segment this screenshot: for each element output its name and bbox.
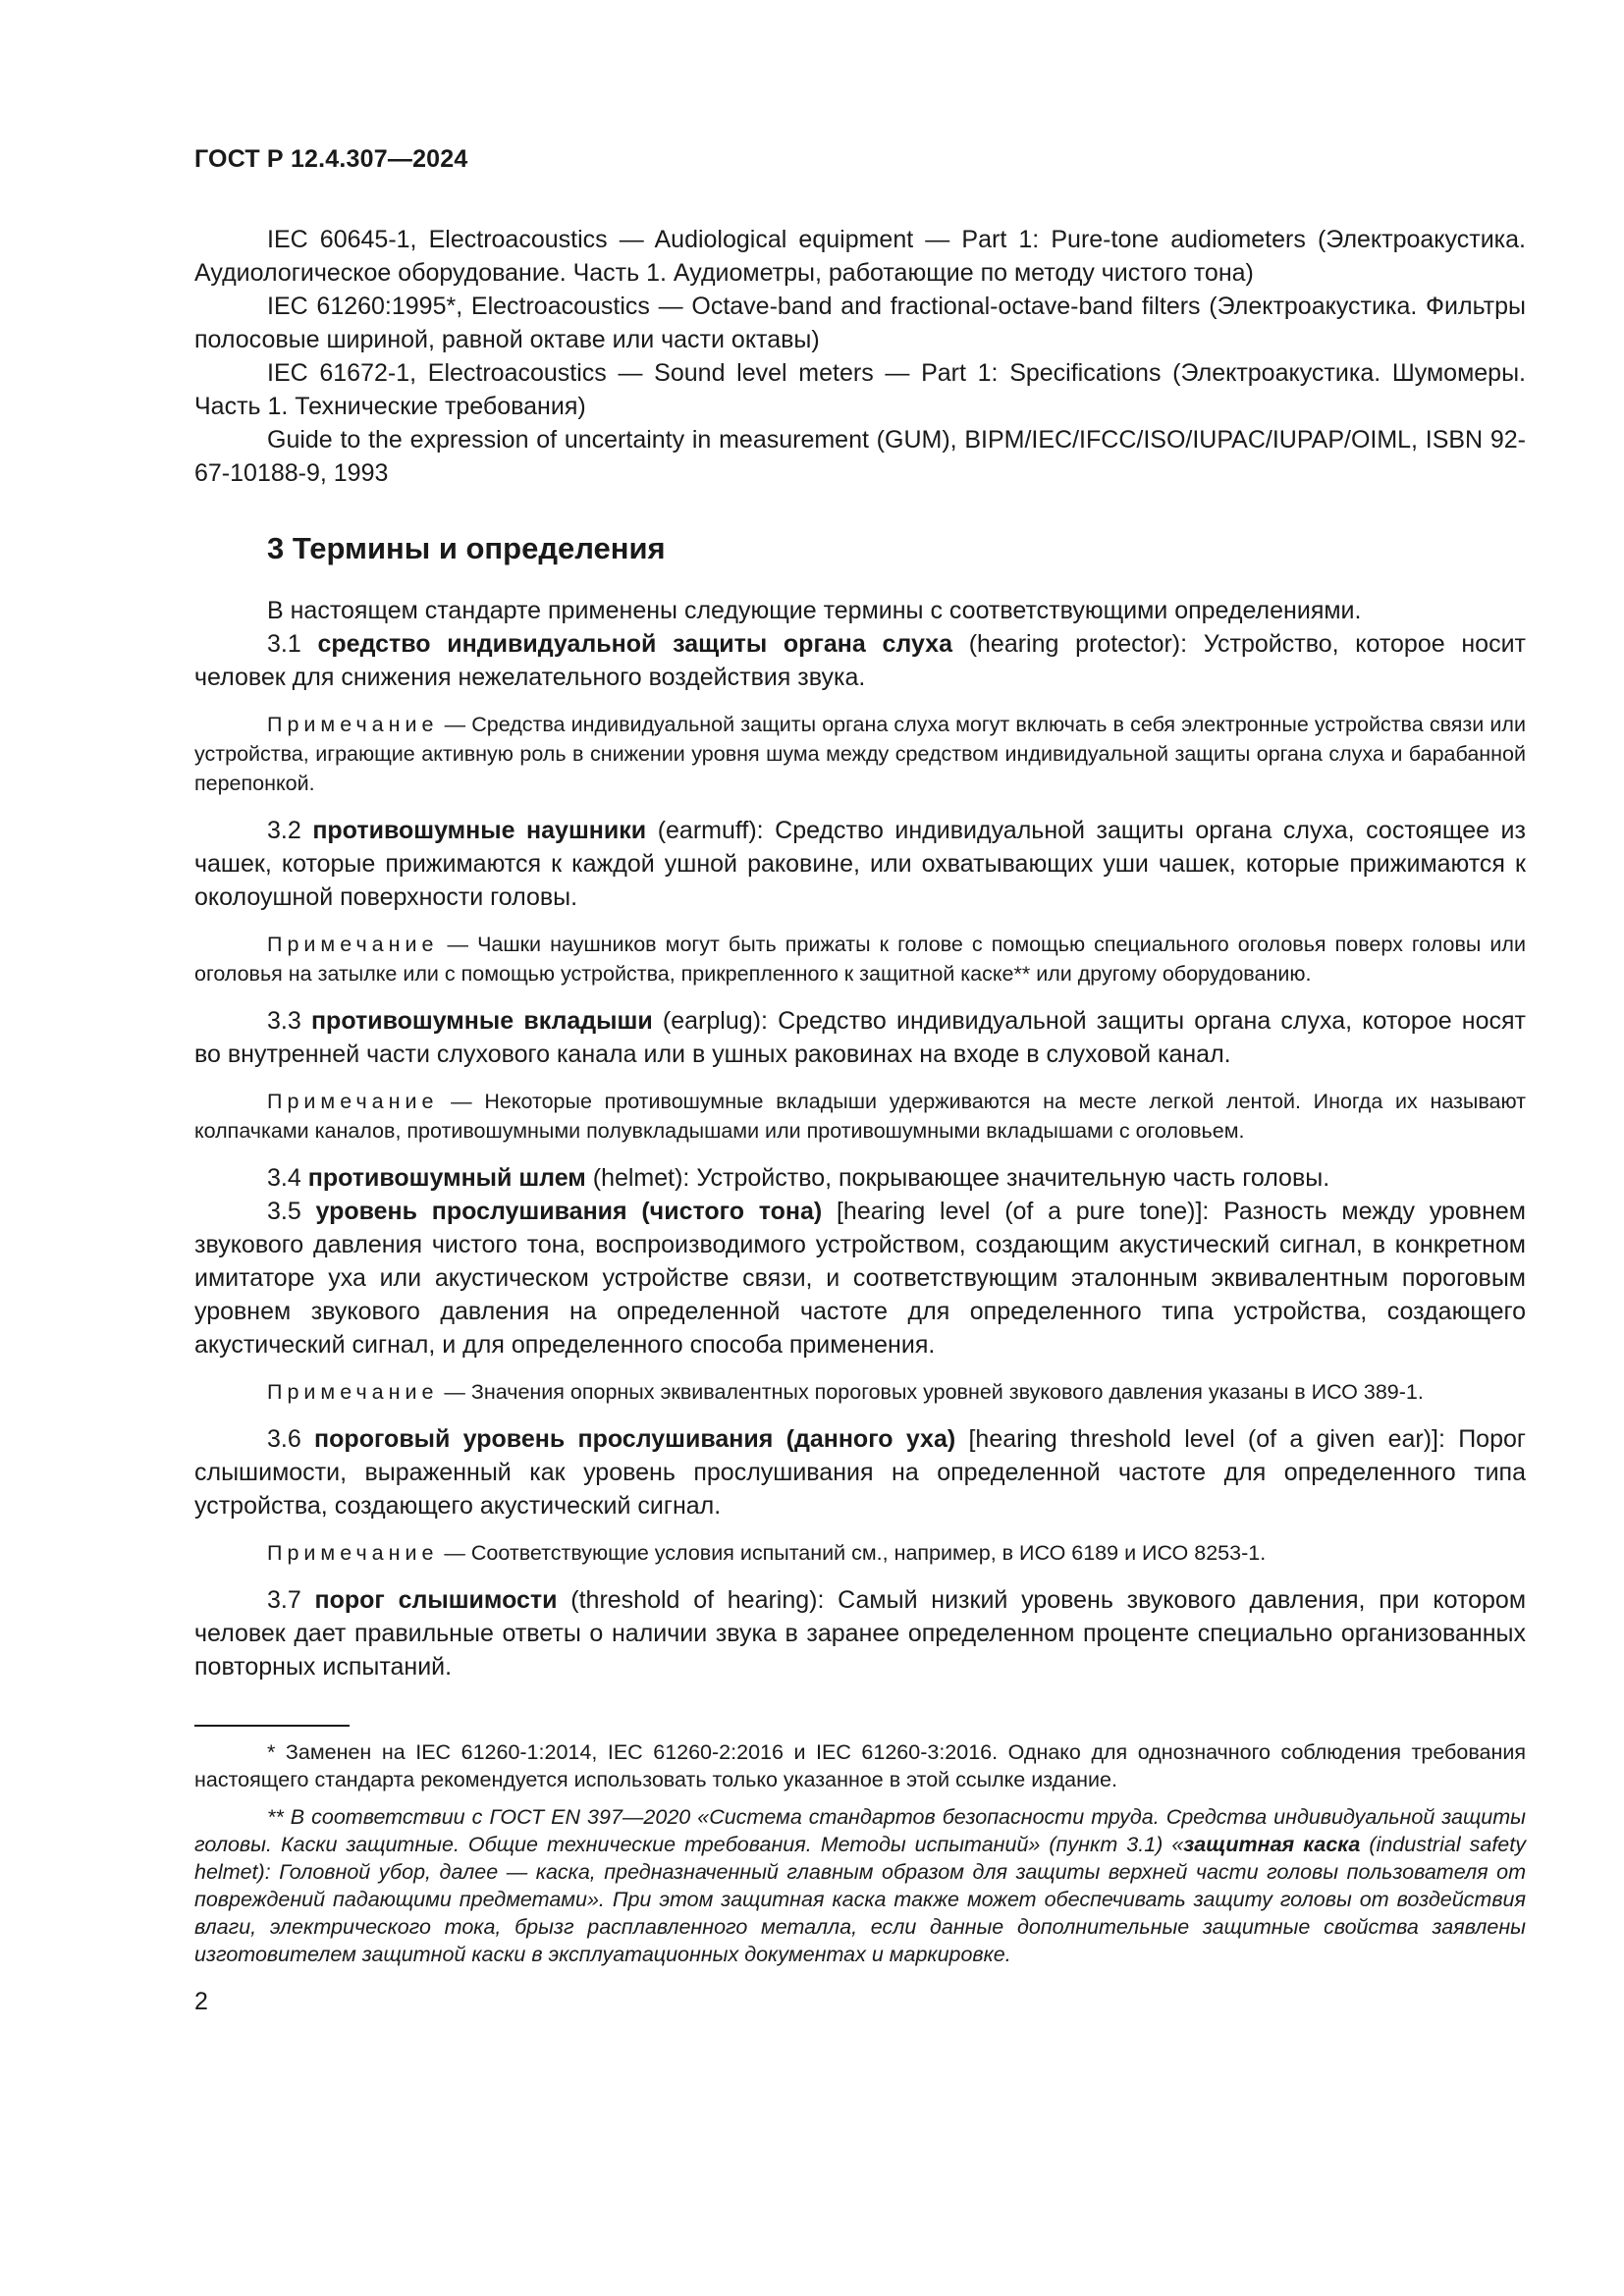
term-name: пороговый уровень прослушивания (данного уха) [314,1425,956,1453]
note-3-3 [194,1087,1526,1146]
term-definition: (hearing protector): Устройство, которое носит человек для снижения нежелательного воздействия звука. [194,630,1526,691]
term-number: 3.1 [267,630,301,658]
footnote-2 [194,1803,1526,1968]
term-name: противошумный шлем [307,1164,586,1192]
section-intro: В настоящем стандарте применены следующие термины с соответствующими определениями. [267,597,1362,624]
note-text: — Некоторые противошумные вкладыши удерживаются на месте легкой лентой. Иногда их называют колпачками каналов, противошумными полувкладышами или противошумными вкладышами с оголовьем. [194,1090,1526,1143]
term-number: 3.5 [267,1198,301,1225]
term-number: 3.3 [267,1007,301,1035]
note-3-6 [194,1538,1526,1568]
note-label: Примечание [267,713,439,736]
note-text: — Соответствующие условия испытаний см., например, в ИСО 6189 и ИСО 8253-1. [438,1541,1267,1565]
footnote-1: * Заменен на IEC 61260-1:2014, IEC 61260-2:2016 и IEC 61260-3:2016. Однако для однозначного соблюдения требования настоящего стандарта рекомендуется использовать только указанное в этой ссылке издание. [194,1740,1526,1791]
reference-iec-60645-1: IEC 60645-1, Electroacoustics — Audiological equipment — Part 1: Pure-tone audiometers (Электроакустика. Аудиологическое оборудование. Часть 1. Аудиометры, работающие по методу чистого тона) [194,226,1526,287]
term-definition: (earplug): Средство индивидуальной защиты органа слуха, которое носят во внутренней части слухового канала или в ушных раковинах на входе в слуховой канал. [194,1007,1527,1068]
term-definition: (earmuff): Средство индивидуальной защиты органа слуха, состоящее из чашек, которые прижимаются к каждой ушной раковине, или охватывающих уши чашек, которые прижимаются к околоушной поверхности головы. [194,817,1526,911]
note-text: — Значения опорных эквивалентных пороговых уровней звукового давления указаны в ИСО 389-1. [438,1380,1424,1404]
term-3-5 [194,1195,1526,1362]
note-text: — Чашки наушников могут быть прижаты к голове с помощью специального оголовья поверх головы или оголовья на затылке или с помощью устройства, прикрепленного к защитной каске** или другому оборудованию. [194,933,1526,986]
footnote-2-part-a: ** В соответствии с ГОСТ EN 397—2020 «Система стандартов безопасности труда. Средства индивидуальной защиты головы. Каски защитные. Общие технические требования. Методы испытаний» (пункт 3.1) « [194,1805,1526,1856]
document-page [194,145,1526,2016]
term-3-7 [194,1583,1526,1683]
term-definition: (threshold of hearing): Самый низкий уровень звукового давления, при котором человек дает правильные ответы о наличии звука в заранее определенном проценте специально организованных повторных испытаний. [194,1586,1527,1681]
term-name: средство индивидуальной защиты органа слуха [317,630,952,658]
note-label: Примечание [267,1541,439,1565]
footnote-separator [194,1725,350,1727]
term-number: 3.2 [267,817,301,844]
note-text: — Средства индивидуальной защиты органа слуха могут включать в себя электронные устройства связи или устройства, играющие активную роль в снижении уровня шума между средством индивидуальной защиты органа слуха и барабанной перепонкой. [194,713,1526,795]
footnote-2-part-c: (industrial safety helmet): Головной убор, далее — каска, предназначенный главным образом для защиты верхней части головы пользователя от повреждений падающими предметами». При этом защитная каска также может обеспечивать защиту головы от воздействия влаги, электрического тока, брызг расплавленного металла, если данные дополнительные защитные свойства заявлены изготовителем защитной каски в эксплуатационных документах и маркировке. [194,1833,1526,1966]
page-number: 2 [194,1988,208,2015]
note-3-2 [194,930,1526,988]
term-name: противошумные вкладыши [310,1007,653,1035]
term-3-2 [194,814,1526,914]
term-name: противошумные наушники [312,817,647,844]
term-definition: [hearing threshold level (of a given ear)]: Порог слышимости, выраженный как уровень прослушивания на определенной частоте для определенного типа устройства, создающего акустический сигнал. [194,1425,1526,1520]
term-3-6 [194,1422,1526,1522]
term-name: уровень прослушивания (чистого тона) [315,1198,823,1225]
reference-iec-61672-1: IEC 61672-1, Electroacoustics — Sound level meters — Part 1: Specifications (Электроакустика. Шумомеры. Часть 1. Технические требования) [194,359,1526,420]
term-definition: (helmet): Устройство, покрывающее значительную часть головы. [585,1164,1330,1192]
term-number: 3.4 [267,1164,301,1192]
reference-iec-61260: IEC 61260:1995*, Electroacoustics — Octave-band and fractional-octave-band filters (Электроакустика. Фильтры полосовые шириной, равной октаве или части октавы) [194,293,1526,353]
term-3-3 [194,1004,1526,1071]
note-3-5 [194,1377,1526,1407]
term-definition: [hearing level (of a pure tone)]: Разность между уровнем звукового давления чистого тона, воспроизводимого устройством, создающим акустический сигнал, в конкретном имитаторе уха или акустическом устройстве связи, и соответствующим эталонным эквивалентным пороговым уровнем звукового давления на определенной частоте для определенного типа устройства, создающего акустический сигнал, и для определенного способа применения. [194,1198,1526,1359]
footnote-2-term: защитная каска [1183,1833,1361,1856]
term-number: 3.6 [267,1425,301,1453]
note-label: Примечание [267,933,439,956]
reference-gum: Guide to the expression of uncertainty in measurement (GUM), BIPM/IEC/IFCC/ISO/IUPAC/IUPAP/OIML, ISBN 92-67-10188-9, 1993 [194,426,1526,487]
document-header: ГОСТ Р 12.4.307—2024 [194,145,468,173]
note-3-1 [194,710,1526,798]
note-label: Примечание [267,1380,439,1404]
section-title: 3 Термины и определения [267,531,666,565]
term-number: 3.7 [267,1586,301,1614]
term-3-1 [194,627,1526,694]
term-name: порог слышимости [314,1586,558,1614]
note-label: Примечание [267,1090,439,1113]
term-3-4 [194,1161,1526,1195]
